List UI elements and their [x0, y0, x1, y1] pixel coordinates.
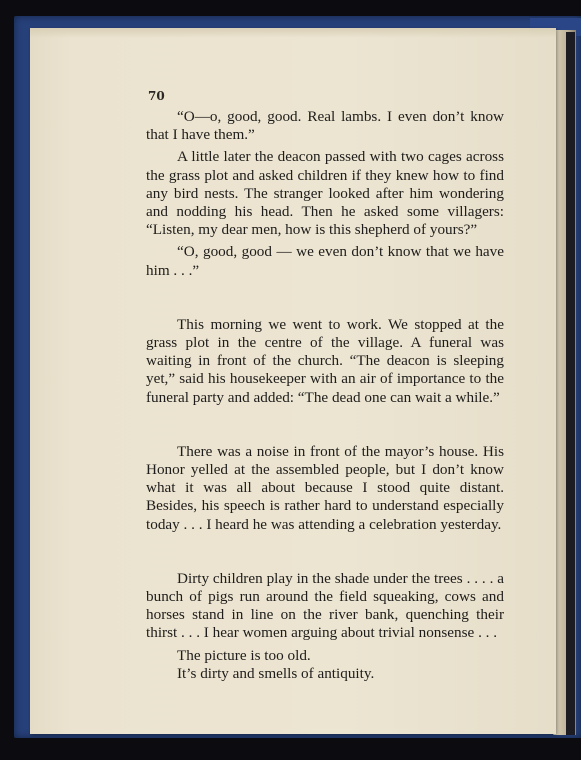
section-break [146, 534, 504, 570]
section-break [146, 407, 504, 443]
paragraph: It’s dirty and smells of antiquity. [177, 664, 375, 682]
facing-page-shadow [566, 32, 575, 735]
paragraph: A little later the deacon passed with two cages across the grass plot and asked children if they knew how to find any bird nests. The stranger looked after him wondering and nodding his head. Then he asked some villagers: “Listen, my dear men, how is this shepherd of yours?” [146, 148, 504, 239]
paragraph: “O, good, good — we even don’t know that we have him . . .” [146, 243, 504, 279]
paragraph: There was a noise in front of the mayor’s house. His Honor yelled at the assembled people, but I don’t know what it was all about because I stood quite distant. Besides, his speech is rather hard to understand especially today . . . I heard he was attending a celebration yesterday. [146, 442, 504, 533]
paragraph: Dirty children play in the shade under the trees . . . . a bunch of pigs run around the field squeaking, cows and horses stand in line on the river bank, quenching their thirst . . . I hear women arguing about trivial nonsense . . . [146, 569, 504, 642]
paragraph: This morning we went to work. We stopped at the grass plot in the centre of the village. A funeral was waiting in front of the church. “The deacon is sleeping yet,” said his housekeeper with an air of importance to the funeral party and added: “The dead one can wait a while.” [146, 315, 504, 406]
section-break [146, 280, 504, 316]
page-text [146, 108, 504, 683]
paragraph: “O—o, good, good. Real lambs. I even don’t know that I have them.” [146, 108, 504, 144]
paragraph: The picture is too old. [177, 646, 311, 664]
page-number: 70 [148, 89, 165, 103]
